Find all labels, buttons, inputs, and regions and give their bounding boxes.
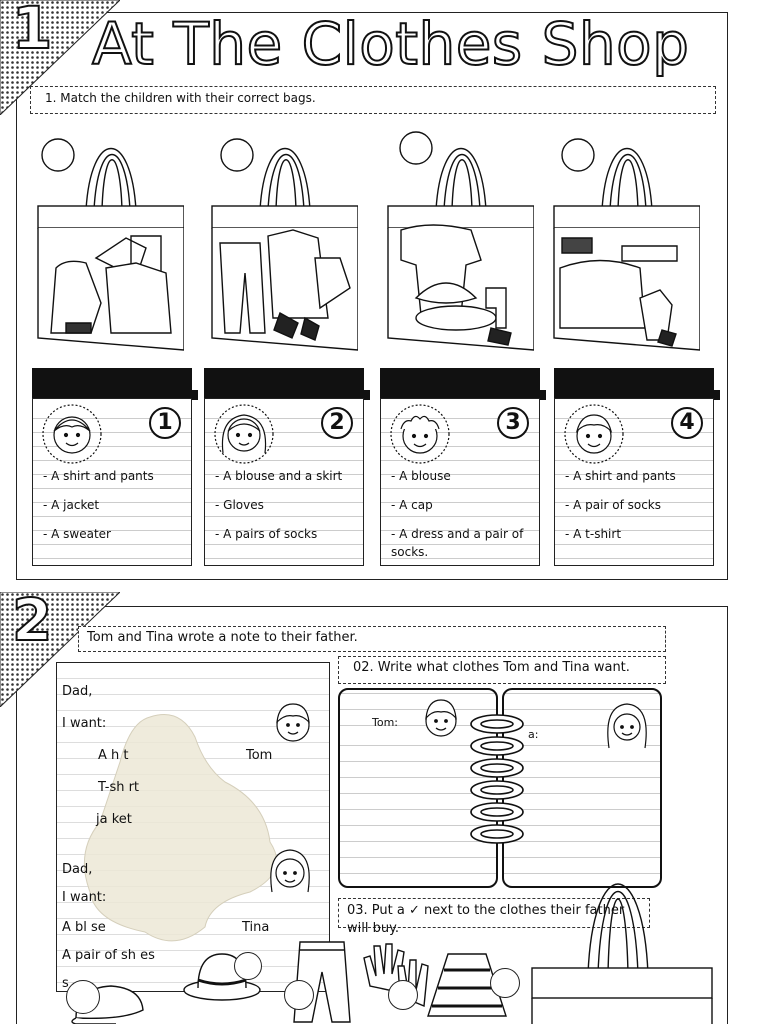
girl-face-icon: [266, 846, 314, 896]
note-want-2: I want:: [62, 890, 107, 905]
stain-blob: [80, 712, 290, 944]
bag-3-illustration: [386, 118, 534, 363]
instruction-note: Tom and Tina wrote a note to their father.: [78, 626, 666, 652]
card-number: 3: [497, 407, 529, 439]
girl-face-icon: [211, 403, 277, 465]
child-card-3: [380, 368, 540, 566]
list-item: - A shirt and pants: [43, 469, 154, 483]
item-list: [391, 467, 537, 572]
card-body: [554, 398, 714, 566]
card-body: [204, 398, 364, 566]
tina-label: a:: [528, 728, 539, 741]
note-item-tshirt: T-sh rt: [98, 780, 140, 795]
tick-circle[interactable]: [284, 980, 314, 1010]
card-number: 4: [671, 407, 703, 439]
list-item: - A blouse and a skirt: [215, 469, 343, 483]
child-card-1: [32, 368, 192, 566]
item-list: [565, 467, 711, 554]
note-dad-2: Dad,: [62, 862, 93, 877]
card-body: [380, 398, 540, 566]
note-item-hat: A h t: [98, 748, 129, 763]
note-item-shoes: A pair of sh es: [62, 948, 155, 963]
tick-circle[interactable]: [234, 952, 262, 980]
boy-face-icon: [561, 403, 627, 465]
child-card-4: [554, 368, 714, 566]
item-list: [215, 467, 361, 554]
list-item: - A pair of socks: [565, 498, 661, 512]
list-item: - A dress and a pair of socks.: [391, 527, 524, 559]
list-item: - A pairs of socks: [215, 527, 318, 541]
note-dad-1: Dad,: [62, 684, 93, 699]
girl-face-icon: [604, 700, 650, 750]
list-item: - A t-shirt: [565, 527, 622, 541]
bag-1-illustration: [36, 118, 184, 363]
tick-circle[interactable]: [388, 980, 418, 1010]
tom-label: Tom:: [372, 716, 399, 729]
note-item-s: s: [62, 976, 69, 991]
shopping-bag-illustration: [528, 864, 716, 1024]
notebook-spiral-rings: [468, 714, 526, 854]
section-2-number: 2: [12, 592, 53, 654]
bag-2-illustration: [210, 118, 358, 363]
page-title: At The Clothes Shop: [92, 10, 690, 78]
note-want-1: I want:: [62, 716, 107, 731]
card-number: 2: [321, 407, 353, 439]
note-item-jacket: ja ket: [96, 812, 132, 827]
bag-4-illustration: [552, 118, 700, 363]
instruction-tick: 03. Put a ✓ next to the clothes their father will buy.: [338, 898, 650, 928]
note-item-blouse: A bl se: [62, 920, 106, 935]
card-number: 1: [149, 407, 181, 439]
list-item: - A shirt and pants: [565, 469, 676, 483]
boy-face-icon: [418, 694, 464, 744]
child-card-2: [204, 368, 364, 566]
item-list: [43, 467, 189, 554]
instruction-write: 02. Write what clothes Tom and Tina want.: [338, 656, 666, 684]
tick-circle[interactable]: [490, 968, 520, 998]
instruction-match: 1. Match the children with their correct bags.: [30, 86, 716, 114]
list-item: - A cap: [391, 498, 433, 512]
boy-face-icon: [39, 403, 105, 465]
list-item: - A jacket: [43, 498, 100, 512]
list-item: - Gloves: [215, 498, 264, 512]
section-1-number: 1: [12, 0, 53, 62]
tick-circle[interactable]: [66, 980, 100, 1014]
list-item: - A sweater: [43, 527, 111, 541]
list-item: - A blouse: [391, 469, 451, 483]
curly-girl-face-icon: [387, 403, 453, 465]
card-body: [32, 398, 192, 566]
note-sign-tina: Tina: [242, 920, 270, 935]
note-sign-tom: Tom: [246, 748, 273, 763]
boy-face-icon: [268, 698, 318, 748]
